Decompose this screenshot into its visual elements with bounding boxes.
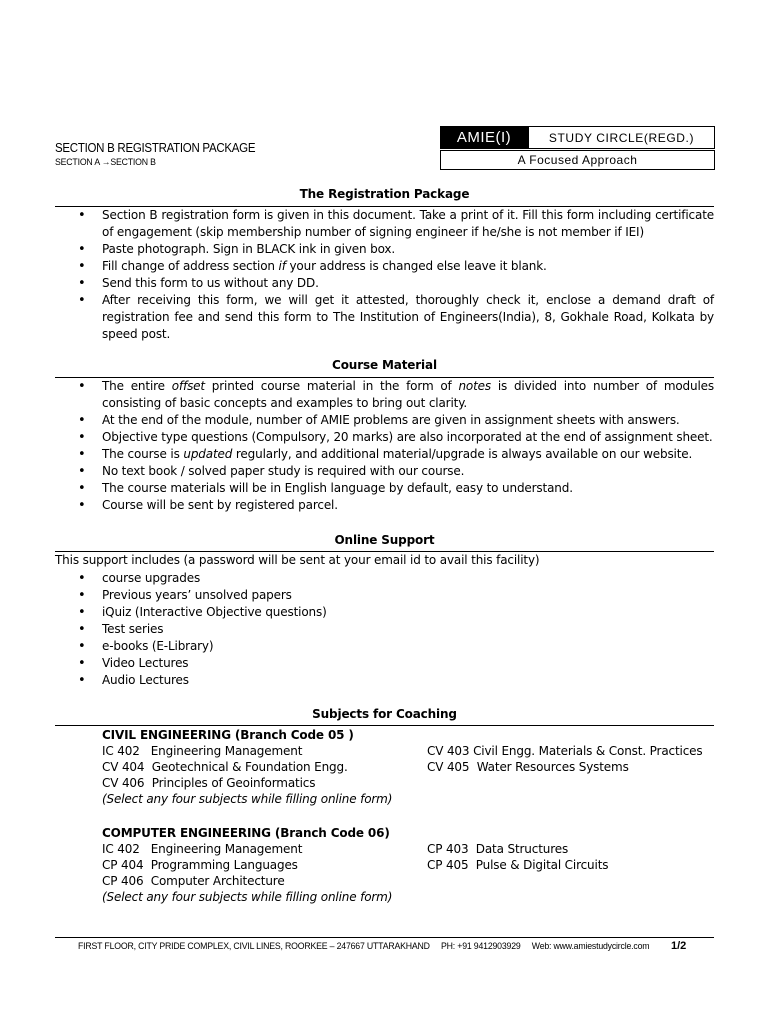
logo-amie: AMIE(I) [440,126,528,149]
subject-item: CV 403 Civil Engg. Materials & Const. Practices [427,744,703,758]
selection-note: (Select any four subjects while filling online form) [102,890,393,904]
list-item: • Video Lectures [55,655,714,672]
list-item: • Section B registration form is given in this document. Take a print of it. Fill this form including certificate of engagement (skip membership number of signing engineer if he/she is not member if IEI) [55,207,714,241]
subject-item: CP 406 Computer Architecture [102,874,285,888]
page-number: 1/2 [671,940,687,952]
subject-item: CP 404 Programming Languages [102,858,298,872]
section-to: SECTION B [110,157,156,168]
list-item: • The course is updated regularly, and additional material/upgrade is always available on our website. [55,446,714,463]
subject-item: CV 406 Principles of Geoinformatics [102,776,316,790]
subject-item: IC 402 Engineering Management [102,842,303,856]
subject-item: CV 405 Water Resources Systems [427,760,629,774]
subject-item: CV 404 Geotechnical & Foundation Engg. [102,760,348,774]
list-item: • At the end of the module, number of AMIE problems are given in assignment sheets with answers. [55,412,714,429]
registration-list [55,207,714,343]
footer-divider [55,937,714,938]
tagline: A Focused Approach [440,150,715,170]
list-item: • No text book / solved paper study is required with our course. [55,463,714,480]
list-item: • e-books (E-Library) [55,638,714,655]
list-item: • Fill change of address section if your address is changed else leave it blank. [55,258,714,275]
subject-item: CP 403 Data Structures [427,842,569,856]
divider [55,725,714,726]
list-item: • course upgrades [55,570,714,587]
list-item: • Test series [55,621,714,638]
subjects-title: Subjects for Coaching [312,707,457,721]
document-title: SECTION B REGISTRATION PACKAGE [55,141,256,155]
footer-contact [78,941,649,952]
subject-item: CP 405 Pulse & Digital Circuits [427,858,609,872]
section-path [55,157,156,168]
footer-address: FIRST FLOOR, CITY PRIDE COMPLEX, CIVIL LINES, ROORKEE – 247667 UTTARAKHAND [78,941,430,952]
course-list [55,378,714,514]
list-item: • Objective type questions (Compulsory, 20 marks) are also incorporated at the end of assignment sheet. [55,429,714,446]
divider [55,551,714,552]
course-title: Course Material [332,358,437,372]
subject-item: IC 402 Engineering Management [102,744,303,758]
list-item: • Send this form to us without any DD. [55,275,714,292]
list-item: • The course materials will be in English language by default, easy to understand. [55,480,714,497]
footer-phone: PH: +91 9412903929 [441,941,521,952]
online-title: Online Support [334,533,435,547]
list-item: • After receiving this form, we will get it attested, thoroughly check it, enclose a demand draft of registration fee and send this form to The Institution of Engineers(India), 8, Gokhale Road, Kolkata by speed post. [55,292,714,343]
logo-study-circle: STUDY CIRCLE(REGD.) [528,126,715,149]
civil-heading: CIVIL ENGINEERING (Branch Code 05 ) [102,728,354,742]
arrow-icon: → [101,157,111,168]
footer-web: Web: www.amiestudycircle.com [531,941,650,952]
list-item: • iQuiz (Interactive Objective questions) [55,604,714,621]
list-item: • Course will be sent by registered parcel. [55,497,714,514]
online-list [55,570,714,689]
list-item: • Previous years’ unsolved papers [55,587,714,604]
list-item: • Audio Lectures [55,672,714,689]
registration-title: The Registration Package [299,187,470,201]
online-intro: This support includes (a password will be sent at your email id to avail this facility) [55,553,540,567]
list-item: • Paste photograph. Sign in BLACK ink in given box. [55,241,714,258]
list-item: • The entire offset printed course material in the form of notes is divided into number of modules consisting of basic concepts and examples to bring out clarity. [55,378,714,412]
computer-heading: COMPUTER ENGINEERING (Branch Code 06) [102,826,390,840]
section-from: SECTION A [55,157,100,168]
selection-note: (Select any four subjects while filling online form) [102,792,393,806]
